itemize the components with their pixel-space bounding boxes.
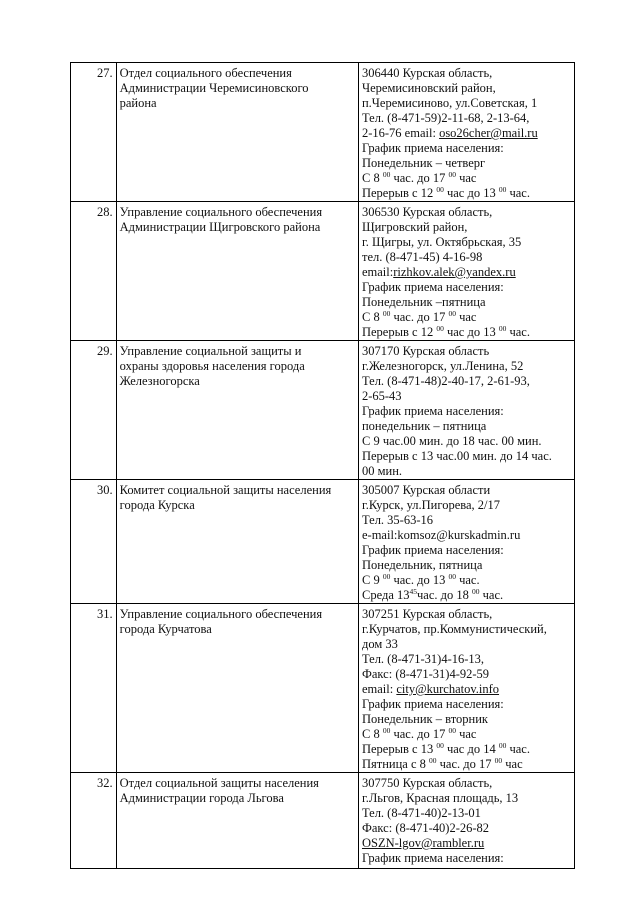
contact-text: email: bbox=[361, 265, 394, 279]
organization-name-line: Управление социального обеспечения bbox=[119, 205, 323, 219]
contact-line bbox=[362, 449, 571, 464]
contact-text: г.Курск, ул.Пигорева, 2/17 bbox=[361, 498, 500, 512]
contact-line bbox=[362, 81, 571, 96]
table-row bbox=[71, 63, 575, 202]
row-number: 31. bbox=[71, 604, 117, 773]
contact-line bbox=[362, 186, 571, 201]
contact-line bbox=[362, 558, 571, 573]
contact-line bbox=[362, 483, 571, 498]
contact-text: 305007 Курская области bbox=[361, 483, 491, 497]
contact-line bbox=[362, 836, 571, 851]
contact-text: e-mail:komsoz@kurskadmin.ru bbox=[361, 528, 521, 542]
contact-text: понедельник – пятница bbox=[361, 419, 487, 433]
contact-line bbox=[362, 513, 571, 528]
contact-text: час bbox=[502, 757, 523, 771]
contact-text: час до 14 bbox=[443, 742, 499, 756]
time-superscript: 00 bbox=[382, 572, 391, 581]
contact-text: График приема населения: bbox=[361, 697, 504, 711]
contact-text: г. Щигры, ул. Октябрьская, 35 bbox=[361, 235, 522, 249]
contact-line bbox=[362, 682, 571, 697]
contact-line bbox=[362, 96, 571, 111]
time-superscript: 45 bbox=[409, 587, 417, 596]
contact-line bbox=[362, 776, 571, 791]
contact-line bbox=[362, 389, 571, 404]
contact-details bbox=[358, 341, 574, 480]
contact-line bbox=[362, 727, 571, 742]
contact-text: час. до 17 bbox=[390, 727, 449, 741]
contact-line bbox=[362, 235, 571, 250]
contact-text: Понедельник, пятница bbox=[361, 558, 483, 572]
table-row bbox=[71, 604, 575, 773]
organization-name-line: Отдел социальной защиты населения bbox=[119, 776, 319, 790]
contact-line bbox=[362, 280, 571, 295]
contact-details bbox=[358, 604, 574, 773]
contact-text: Тел. (8-471-40)2-13-01 bbox=[361, 806, 481, 820]
organization-name-line: города Курчатова bbox=[119, 622, 212, 636]
time-superscript: 00 bbox=[498, 324, 507, 333]
email-link[interactable]: rizhkov.alek@yandex.ru bbox=[393, 265, 516, 279]
contact-text: час до 13 bbox=[443, 186, 499, 200]
organization-name-line: района bbox=[119, 96, 157, 110]
contact-line bbox=[362, 464, 571, 479]
contact-text: Пятница с 8 bbox=[361, 757, 430, 771]
contact-text: С 9 bbox=[361, 573, 383, 587]
organization-name bbox=[116, 480, 358, 604]
contact-text: Среда 13 bbox=[361, 588, 410, 602]
organization-name bbox=[116, 773, 358, 869]
contact-details bbox=[358, 773, 574, 869]
email-link[interactable]: oso26cher@mail.ru bbox=[439, 126, 538, 140]
row-number: 28. bbox=[71, 202, 117, 341]
contact-text: час. bbox=[506, 742, 530, 756]
contact-line bbox=[362, 607, 571, 622]
contact-line bbox=[362, 806, 571, 821]
contact-text: С 8 bbox=[361, 171, 383, 185]
social-services-table bbox=[70, 62, 575, 869]
contact-line bbox=[362, 652, 571, 667]
contact-text: час. bbox=[455, 573, 480, 587]
time-superscript: 00 bbox=[448, 726, 456, 735]
contact-text: час bbox=[455, 727, 477, 741]
contact-text: час. до 17 bbox=[390, 310, 449, 324]
contact-line bbox=[362, 543, 571, 558]
contact-text: Перерыв с 12 bbox=[361, 325, 437, 339]
contact-line bbox=[362, 434, 571, 449]
row-number: 32. bbox=[71, 773, 117, 869]
contact-text: С 9 час.00 мин. до 18 час. 00 мин. bbox=[361, 434, 542, 448]
contact-text: График приема населения: bbox=[361, 851, 504, 865]
contact-text: График приема населения: bbox=[361, 141, 504, 155]
contact-line bbox=[362, 757, 571, 772]
table-row bbox=[71, 341, 575, 480]
email-link[interactable]: city@kurchatov.info bbox=[396, 682, 500, 696]
contact-text: Тел. (8-471-31)4-16-13, bbox=[361, 652, 485, 666]
contact-line bbox=[362, 573, 571, 588]
contact-line bbox=[362, 250, 571, 265]
organization-name bbox=[116, 604, 358, 773]
contact-text: С 8 bbox=[361, 310, 383, 324]
contact-text: С 8 bbox=[361, 727, 383, 741]
contact-text: График приема населения: bbox=[361, 280, 504, 294]
contact-line bbox=[362, 171, 571, 186]
contact-text: Понедельник –пятница bbox=[361, 295, 486, 309]
contact-text: Тел. 35-63-16 bbox=[361, 513, 434, 527]
time-superscript: 00 bbox=[382, 170, 391, 179]
contact-line bbox=[362, 325, 571, 340]
contact-text: Перерыв с 13 час.00 мин. до 14 час. bbox=[361, 449, 552, 463]
email-link[interactable]: OSZN-lgov@rambler.ru bbox=[361, 836, 485, 850]
contact-text: час. до 13 bbox=[390, 573, 449, 587]
contact-text: 306530 Курская область, bbox=[361, 205, 493, 219]
contact-text: Понедельник – четверг bbox=[361, 156, 486, 170]
contact-text: Тел. (8-471-59)2-11-68, 2-13-64, bbox=[361, 111, 530, 125]
contact-line bbox=[362, 498, 571, 513]
row-number: 27. bbox=[71, 63, 117, 202]
contact-text: 00 мин. bbox=[361, 464, 403, 478]
contact-text: Щигровский район, bbox=[361, 220, 468, 234]
time-superscript: 00 bbox=[448, 309, 456, 318]
contact-line bbox=[362, 156, 571, 171]
contact-line bbox=[362, 295, 571, 310]
contact-text: г.Железногорск, ул.Ленина, 52 bbox=[361, 359, 524, 373]
organization-name-line: охраны здоровья населения города bbox=[119, 359, 305, 373]
organization-name-line: Железногорска bbox=[119, 374, 200, 388]
time-superscript: 00 bbox=[498, 741, 507, 750]
contact-text: 306440 Курская область, bbox=[361, 66, 493, 80]
row-number: 30. bbox=[71, 480, 117, 604]
organization-name-line: Отдел социального обеспечения bbox=[119, 66, 292, 80]
contact-text: email: bbox=[361, 682, 397, 696]
contact-line bbox=[362, 851, 571, 866]
contact-text: дом 33 bbox=[361, 637, 398, 651]
contact-text: Черемисиновский район, bbox=[361, 81, 496, 95]
organization-name-line: Администрации Щигровского района bbox=[119, 220, 321, 234]
time-superscript: 00 bbox=[382, 309, 391, 318]
contact-text: 307251 Курская область, bbox=[361, 607, 493, 621]
contact-line bbox=[362, 588, 571, 603]
contact-text: час. bbox=[479, 588, 504, 602]
organization-name bbox=[116, 341, 358, 480]
contact-line bbox=[362, 111, 571, 126]
contact-text: Понедельник – вторник bbox=[361, 712, 488, 726]
contact-text: г.Курчатов, пр.Коммунистический, bbox=[361, 622, 547, 636]
organization-name-line: города Курска bbox=[119, 498, 195, 512]
row-number: 29. bbox=[71, 341, 117, 480]
contact-line bbox=[362, 344, 571, 359]
contact-text: час. до 18 bbox=[417, 588, 472, 602]
contact-text: час. до 17 bbox=[390, 171, 449, 185]
contact-line bbox=[362, 265, 571, 280]
contact-line bbox=[362, 637, 571, 652]
contact-details bbox=[358, 480, 574, 604]
contact-line bbox=[362, 141, 571, 156]
contact-line bbox=[362, 742, 571, 757]
contact-text: 2-16-76 email: bbox=[361, 126, 440, 140]
contact-text: тел. (8-471-45) 4-16-98 bbox=[361, 250, 483, 264]
contact-text: Тел. (8-471-48)2-40-17, 2-61-93, bbox=[361, 374, 530, 388]
contact-line bbox=[362, 667, 571, 682]
time-superscript: 00 bbox=[436, 741, 444, 750]
contact-text: г.Льгов, Красная площадь, 13 bbox=[361, 791, 519, 805]
table-body bbox=[71, 63, 575, 869]
time-superscript: 00 bbox=[436, 324, 444, 333]
table-row bbox=[71, 773, 575, 869]
contact-text: час. bbox=[506, 325, 530, 339]
contact-text: час bbox=[455, 310, 477, 324]
table-row bbox=[71, 480, 575, 604]
contact-details bbox=[358, 202, 574, 341]
contact-text: час. bbox=[506, 186, 530, 200]
time-superscript: 00 bbox=[498, 185, 507, 194]
contact-text: 2-65-43 bbox=[361, 389, 402, 403]
contact-line bbox=[362, 220, 571, 235]
contact-line bbox=[362, 126, 571, 141]
contact-line bbox=[362, 419, 571, 434]
time-superscript: 00 bbox=[448, 572, 456, 581]
contact-line bbox=[362, 697, 571, 712]
contact-text: 307750 Курская область, bbox=[361, 776, 493, 790]
contact-line bbox=[362, 66, 571, 81]
contact-line bbox=[362, 310, 571, 325]
contact-line bbox=[362, 205, 571, 220]
contact-line bbox=[362, 359, 571, 374]
time-superscript: 00 bbox=[429, 756, 437, 765]
time-superscript: 00 bbox=[448, 170, 456, 179]
contact-line bbox=[362, 622, 571, 637]
contact-line bbox=[362, 374, 571, 389]
table-row bbox=[71, 202, 575, 341]
time-superscript: 00 bbox=[472, 587, 480, 596]
contact-line bbox=[362, 791, 571, 806]
organization-name-line: Администрации Черемисиновского bbox=[119, 81, 309, 95]
contact-text: Перерыв с 13 bbox=[361, 742, 437, 756]
contact-text: Перерыв с 12 bbox=[361, 186, 437, 200]
time-superscript: 00 bbox=[382, 726, 391, 735]
time-superscript: 00 bbox=[436, 185, 444, 194]
organization-name-line: Управление социальной защиты и bbox=[119, 344, 302, 358]
contact-text: час bbox=[455, 171, 477, 185]
contact-line bbox=[362, 712, 571, 727]
organization-name-line: Комитет социальной защиты населения bbox=[119, 483, 332, 497]
organization-name-line: Управление социального обеспечения bbox=[119, 607, 323, 621]
contact-line bbox=[362, 528, 571, 543]
organization-name bbox=[116, 63, 358, 202]
contact-text: Факс: (8-471-40)2-26-82 bbox=[361, 821, 490, 835]
organization-name-line: Администрации города Льгова bbox=[119, 791, 284, 805]
contact-details bbox=[358, 63, 574, 202]
contact-line bbox=[362, 821, 571, 836]
contact-text: Факс: (8-471-31)4-92-59 bbox=[361, 667, 490, 681]
contact-text: час. до 17 bbox=[436, 757, 495, 771]
contact-text: п.Черемисиново, ул.Советская, 1 bbox=[361, 96, 538, 110]
organization-name bbox=[116, 202, 358, 341]
contact-text: График приема населения: bbox=[361, 404, 504, 418]
contact-text: График приема населения: bbox=[361, 543, 504, 557]
contact-text: 307170 Курская область bbox=[361, 344, 490, 358]
contact-line bbox=[362, 404, 571, 419]
contact-text: час до 13 bbox=[443, 325, 499, 339]
time-superscript: 00 bbox=[494, 756, 503, 765]
